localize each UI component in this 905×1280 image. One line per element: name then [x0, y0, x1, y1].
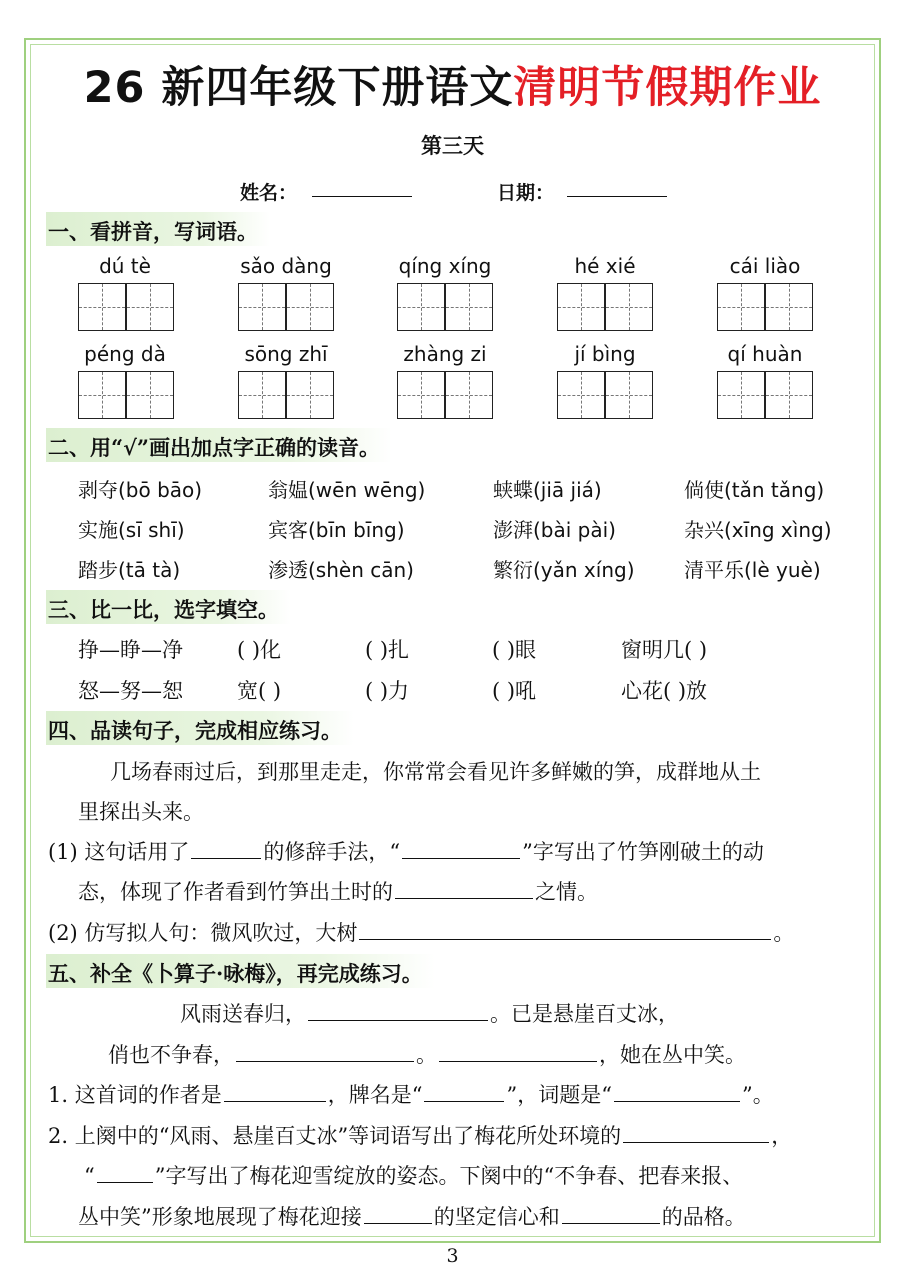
date-label: 日期：: [497, 182, 555, 204]
page-title: [0, 54, 905, 115]
reading-item[interactable]: 踏步(tā tà): [78, 558, 181, 582]
writing-grid-box[interactable]: [717, 371, 765, 419]
answer-blank[interactable]: [191, 836, 261, 859]
answer-blank[interactable]: [359, 917, 771, 940]
answer-blank[interactable]: [308, 998, 488, 1021]
passage-line: 里探出头来。: [78, 800, 204, 824]
writing-grid-box[interactable]: [765, 283, 813, 331]
writing-grid-box[interactable]: [557, 371, 605, 419]
answer-blank[interactable]: [97, 1160, 153, 1183]
reading-item[interactable]: 渗透(shèn cān): [268, 558, 414, 582]
pinyin-label: zhàng zi: [403, 342, 487, 366]
name-label: 姓名：: [240, 182, 298, 204]
section-2-heading: 二、用“√”画出加点字正确的读音。: [46, 428, 392, 462]
reading-item[interactable]: 倘使(tǎn tǎng): [684, 478, 825, 502]
writing-grid-box[interactable]: [397, 371, 445, 419]
writing-grid-box[interactable]: [238, 283, 286, 331]
reading-item[interactable]: 实施(sī shī): [78, 518, 185, 542]
writing-grid-box[interactable]: [78, 283, 126, 331]
pinyin-label: qí huàn: [727, 342, 803, 366]
reading-item[interactable]: 剥夺(bō bāo): [78, 478, 203, 502]
fill-blank-item[interactable]: ( )力: [365, 679, 410, 703]
reading-item[interactable]: 繁衍(yǎn xíng): [493, 558, 635, 582]
day-subtitle: 第三天: [421, 133, 484, 158]
writing-grid-box[interactable]: [126, 371, 174, 419]
answer-blank[interactable]: [236, 1039, 414, 1062]
name-field[interactable]: [312, 176, 412, 197]
poem-question-1: 1. 这首词的作者是 ，牌名是“ ”，词题是“ ”。: [48, 1079, 774, 1109]
answer-blank[interactable]: [614, 1079, 740, 1102]
section-4-heading: 四、品读句子，完成相应练习。: [46, 711, 354, 745]
pinyin-label: qíng xíng: [398, 254, 492, 278]
writing-grid-box[interactable]: [78, 371, 126, 419]
answer-blank[interactable]: [623, 1120, 769, 1143]
reading-item[interactable]: 澎湃(bài pài): [493, 518, 616, 542]
fill-blank-item[interactable]: ( )化: [237, 638, 282, 662]
answer-blank[interactable]: [402, 836, 520, 859]
pinyin-label: jí bìng: [574, 342, 636, 366]
char-group: 怒—努—恕: [78, 679, 183, 703]
writing-grid-box[interactable]: [605, 283, 653, 331]
answer-blank[interactable]: [562, 1201, 660, 1224]
pinyin-label: sǎo dàng: [240, 254, 332, 278]
pinyin-label: hé xié: [574, 254, 636, 278]
poem-question-2-line-2: “ ”字写出了梅花迎雪绽放的姿态。下阕中的“不争春、把春来报、: [84, 1160, 743, 1190]
question-1-line-1: (1) 这句话用了 的修辞手法，“ ”字写出了竹笋刚破土的动: [48, 836, 764, 866]
writing-grid-box[interactable]: [557, 283, 605, 331]
fill-blank-item[interactable]: 心花( )放: [621, 679, 708, 703]
fill-blank-item[interactable]: ( )眼: [492, 638, 537, 662]
answer-blank[interactable]: [424, 1079, 504, 1102]
pinyin-label: péng dà: [84, 342, 166, 366]
date-field[interactable]: [567, 176, 667, 197]
pinyin-label: cái liào: [729, 254, 801, 278]
writing-grid-box[interactable]: [286, 283, 334, 331]
answer-blank[interactable]: [224, 1079, 326, 1102]
passage-line: 几场春雨过后，到那里走走，你常常会看见许多鲜嫩的笋，成群地从土: [110, 760, 761, 784]
poem-question-2-line-3: 丛中笑”形象地展现了梅花迎接 的坚定信心和 的品格。: [78, 1201, 746, 1231]
title-part1: 26 新四年级下册语文: [83, 63, 514, 113]
reading-item[interactable]: 宾客(bīn bīng): [268, 518, 405, 542]
reading-item[interactable]: 翁媪(wēn wēng): [268, 478, 426, 502]
writing-grid-box[interactable]: [445, 283, 493, 331]
writing-grid-box[interactable]: [286, 371, 334, 419]
writing-grid-box[interactable]: [445, 371, 493, 419]
poem-question-2-line-1: 2. 上阕中的“风雨、悬崖百丈冰”等词语写出了梅花所处环境的 ，: [48, 1120, 792, 1150]
poem-line-2: 俏也不争春， 。 ，她在丛中笑。: [108, 1039, 746, 1069]
answer-blank[interactable]: [395, 876, 533, 899]
reading-item[interactable]: 杂兴(xīng xìng): [684, 518, 832, 542]
pinyin-label: sōng zhī: [244, 342, 328, 366]
writing-grid-box[interactable]: [126, 283, 174, 331]
answer-blank[interactable]: [364, 1201, 432, 1224]
reading-item[interactable]: 蛱蝶(jiā jiá): [493, 478, 602, 502]
writing-grid-box[interactable]: [605, 371, 653, 419]
writing-grid-box[interactable]: [397, 283, 445, 331]
answer-blank[interactable]: [439, 1039, 597, 1062]
fill-blank-item[interactable]: 宽( ): [237, 679, 282, 703]
section-1-heading: 一、看拼音，写词语。: [46, 212, 270, 246]
char-group: 挣—睁—净: [78, 638, 183, 662]
writing-grid-box[interactable]: [765, 371, 813, 419]
page-number: 3: [446, 1245, 459, 1267]
poem-line-1: 风雨送春归， 。已是悬崖百丈冰，: [180, 998, 679, 1028]
writing-grid-box[interactable]: [717, 283, 765, 331]
fill-blank-item[interactable]: 窗明几( ): [621, 638, 708, 662]
pinyin-label: dú tè: [99, 254, 151, 278]
reading-item[interactable]: 清平乐(lè yuè): [684, 558, 821, 582]
question-1-line-2: 态，体现了作者看到竹笋出土时的 之情。: [78, 876, 598, 906]
fill-blank-item[interactable]: ( )吼: [492, 679, 537, 703]
section-5-heading: 五、补全《卜算子·咏梅》，再完成练习。: [46, 954, 435, 988]
section-3-heading: 三、比一比，选字填空。: [46, 590, 291, 624]
fill-blank-item[interactable]: ( )扎: [365, 638, 410, 662]
question-2-line: (2) 仿写拟人句：微风吹过，大树 。: [48, 917, 794, 947]
writing-grid-box[interactable]: [238, 371, 286, 419]
title-part2: 清明节假期作业: [513, 63, 822, 113]
